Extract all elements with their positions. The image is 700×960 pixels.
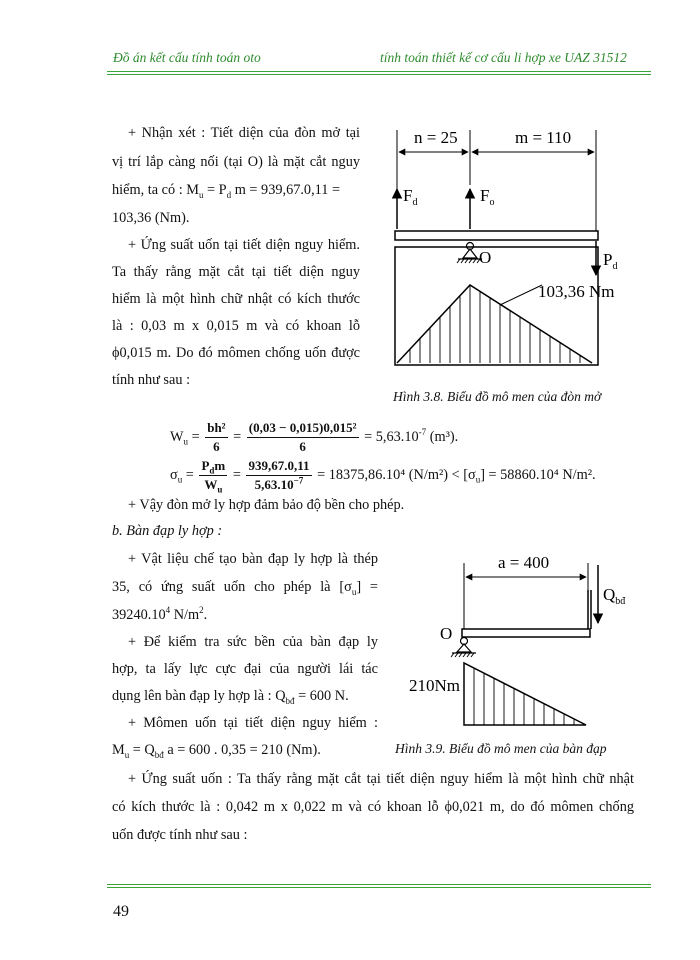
para3-line3: 39240.10$^4$ $N/m^2$. (112, 605, 208, 623)
fig38-beam (395, 231, 598, 240)
page-number: 49 (113, 903, 129, 920)
para6-line3: uốn được tính như sau : (112, 827, 248, 843)
fig39-caption: Hình 3.9. Biểu đồ mô men của bàn đạp (395, 741, 607, 756)
fig38-hatch (457, 259, 480, 263)
para5-line2: $M_u = Q_{bđ}$ a = 600 . 0,35 = 210 (Nm). (112, 742, 321, 760)
header-rule (107, 71, 651, 72)
fig38-caption: Hình 3.8. Biểu đồ mô men của đòn mở (393, 389, 602, 404)
fig38-support (463, 249, 477, 258)
para1-line2: vị trí lắp càng nối (tại O) là mặt cắt nguy (112, 154, 360, 170)
fig39-moment-triangle (464, 663, 586, 725)
para4-line2: hợp, ta lấy lực cực đại của người lái tác (112, 661, 378, 677)
para2-line6: tính như sau : (112, 372, 191, 388)
para2-line5: ϕ0,015 m. Do đó mômen chống uốn được (112, 345, 360, 361)
para2-line4: là : 0,03 m x 0,015 m và có khoan lỗ (112, 318, 360, 334)
footer-rule-2 (107, 887, 651, 888)
para1-line4: 103,36 (Nm). (112, 210, 190, 226)
equation-wu: $W_u$ = $\frac{\text{bh²}}{6}$ = $\frac{\text{(0,03 − 0,015)0,015²}}{6}$ = $5,63.10^{-7}$ (m³). (170, 420, 459, 454)
para5-line1: + Mômen uốn tại tiết diện nguy hiểm : (128, 715, 378, 731)
figure-3-9 (400, 545, 660, 735)
fig38-leader (500, 285, 542, 305)
para4-line3: dụng lên bàn đạp ly hợp là : $Q_{bđ} = 600$ N. (112, 688, 349, 706)
header-rule-2 (107, 74, 651, 75)
fig39-moment-hatch (474, 668, 574, 725)
fig39-support (457, 644, 471, 652)
para4-line1: + Để kiểm tra sức bền của bàn đạp ly (128, 634, 378, 650)
figure-3-8 (370, 115, 660, 400)
fig38-O-label: O (479, 248, 492, 267)
fig39-dim-a-label: a = 400 (498, 553, 550, 572)
para3-line1: + Vật liệu chế tạo bàn đạp ly hợp là thép (128, 551, 378, 567)
fig38-dim-n-label: n = 25 (414, 128, 458, 147)
header-right: tính toán thiết kế cơ cấu li hợp xe UAZ 31512 (380, 50, 627, 65)
para1-line1: + Nhận xét : Tiết diện của đòn mở tại (128, 125, 360, 141)
fig38-moment-label: 103,36 Nm (538, 282, 615, 301)
fig39-Q-label: $Q_{bđ}$ (603, 585, 626, 607)
para6-line1: + Ứng suất uốn : Ta thấy rằng mặt cắt tại tiết diện nguy hiểm là một hình chữ nhật (128, 771, 634, 787)
equation-sigma: $\sigma_u$ = $\frac{P_dm}{W_u}$ = $\frac{939,67.0,11}{5,63.10^{-7}}$ = 18375,86.10⁴ $(N/m^2) < [\sigma_u] = 58860.10^4$ N/m². (170, 458, 596, 495)
para2-line2: Ta thấy rằng mặt cắt tại tiết diện nguy (112, 264, 360, 280)
footer-rule (107, 884, 651, 885)
fig38-Pd-label: $P_d$ (603, 250, 618, 272)
para6-line2: có kích thước là : 0,042 m x 0,022 m và có khoan lỗ ϕ0,021 m, do đó mômen chống (112, 799, 634, 815)
fig39-O-label: O (440, 624, 453, 643)
para3-line2: 35, có ứng suất uốn cho phép là $[\sigma_u]$ = (112, 579, 378, 597)
para2-line1: + Ứng suất uốn tại tiết diện nguy hiểm. (128, 237, 360, 253)
fig38-Fo-label: $F_o$ (480, 186, 495, 208)
conclusion: + Vậy đòn mở ly hợp đảm bảo độ bền cho phép. (128, 497, 405, 513)
section-b-heading: b. Bàn đạp ly hợp : (112, 523, 223, 539)
fig38-dim-m-label: m = 110 (515, 128, 572, 147)
para1-line3: hiểm, ta có : $M_u = P_d$ m = 939,67.0,11 = (112, 182, 341, 200)
header-left: Đồ án kết cấu tính toán oto (113, 50, 261, 65)
para2-line3: hiểm là một hình chữ nhật có kích thước (112, 291, 360, 307)
fig39-moment-label: 210Nm (409, 676, 460, 695)
fig39-beam (462, 629, 590, 637)
fig38-Fd-label: $F_d$ (403, 186, 418, 208)
